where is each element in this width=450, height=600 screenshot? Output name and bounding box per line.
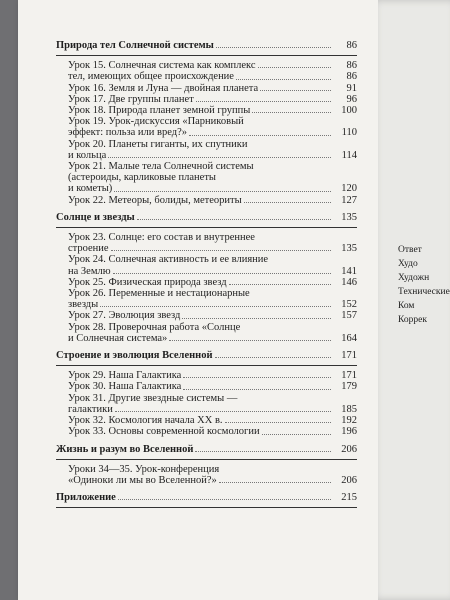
toc-section [56,444,357,455]
toc-leader-dots [196,101,331,102]
toc-page-number: 164 [341,332,357,344]
toc-leader-dots [169,340,331,341]
toc-entry-text: «Одиноки ли мы во Вселенной?» [68,474,217,486]
toc-entry-text: Урок 30. Наша Галактика [68,381,182,393]
toc-section [56,40,357,51]
toc-leader-dots [216,47,331,48]
toc-entry-text: Урок 27. Эволюция звезд [68,310,181,322]
toc-section [56,350,357,361]
toc-entry [56,183,357,194]
toc-page-number: 135 [341,211,357,223]
toc-entry [56,310,357,321]
toc-leader-dots [111,250,331,251]
toc-entry [56,426,357,437]
toc-entry-text: Урок 25. Физическая природа звезд [68,276,227,288]
toc-entry-text: Урок 15. Солнечная система как комплекс [68,60,256,72]
section-underline [56,365,357,366]
section-underline [56,227,357,228]
right-page-line: Коррек [398,315,427,325]
toc-leader-dots [182,318,331,319]
toc-entry [56,393,357,404]
toc-entry-text: галактики [68,403,113,415]
toc-entry [56,71,357,82]
toc-entry [56,288,357,299]
toc-page-number: 86 [346,60,357,72]
toc-entry-text: Урок 23. Солнце: его состав и внутреннее [68,232,255,244]
toc-leader-dots [183,377,331,378]
toc-entry-text: и Солнечная система» [68,332,168,344]
toc-page-number: 86 [346,40,357,51]
toc-leader-dots [258,67,331,68]
right-page-line: Ком [398,301,415,311]
table-of-contents [56,40,357,512]
toc-entry [56,139,357,150]
toc-entry [56,381,357,392]
toc-leader-dots [219,482,331,483]
toc-page-number: 171 [341,370,357,382]
toc-entry [56,116,357,127]
toc-entry-continuation [56,172,357,183]
toc-leader-dots [215,357,331,358]
toc-entry-text: Урок 22. Метеоры, болиды, метеориты [68,194,242,206]
right-page-line: Технические [398,287,450,297]
toc-entry [56,94,357,105]
toc-entry [56,333,357,344]
toc-section-title: Природа тел Солнечной системы [56,40,214,51]
toc-page-number: 179 [341,381,357,393]
toc-section-title: Жизнь и разум во Вселенной [56,443,194,455]
toc-entry [56,105,357,116]
toc-leader-dots [137,219,331,220]
toc-entry-text: Урок 24. Солнечная активность и ее влияние [68,254,269,266]
toc-entry-text: (астероиды, карликовые планеты [68,172,216,184]
toc-section-title: Солнце и звезды [56,211,135,223]
toc-page-number: 146 [341,276,357,288]
toc-entry [56,266,357,277]
toc-entry [56,127,357,138]
toc-entry [56,60,357,71]
toc-entry-text: тел, имеющих общее происхождение [68,71,234,83]
toc-section [56,212,357,223]
toc-page-number: 171 [341,350,357,362]
toc-leader-dots [114,191,331,192]
right-page-text [398,243,450,327]
toc-entry [56,150,357,161]
toc-entry-text: Урок 33. Основы современной космологии [68,426,260,438]
right-page-line: Худо [398,259,418,269]
toc-leader-dots [115,411,331,412]
toc-entry-text: Урок 19. Урок-дискуссия «Парниковый [68,116,244,128]
toc-leader-dots [252,112,331,113]
toc-entry-text: Урок 17. Две группы планет [68,93,194,105]
toc-entry [56,232,357,243]
toc-section [56,492,357,503]
toc-page-number: 185 [341,403,357,415]
toc-entry-text: на Землю [68,265,111,277]
toc-entry-text: Урок 16. Земля и Луна — двойная планета [68,82,259,94]
toc-entry [56,83,357,94]
toc-leader-dots [113,273,331,274]
toc-leader-dots [189,135,331,136]
toc-entry [56,161,357,172]
toc-entry-text: Урок 26. Переменные и нестационарные [68,288,250,300]
toc-page-number: 192 [341,415,357,427]
toc-entry-text: Урок 28. Проверочная работа «Солнце [68,321,241,333]
toc-leader-dots [195,451,331,452]
section-underline [56,507,357,508]
toc-page-number: 206 [341,443,357,455]
toc-page-number: 86 [346,71,357,83]
toc-entry-text: и кольца [68,149,107,161]
section-underline [56,459,357,460]
section-underline [56,55,357,56]
toc-page-number: 135 [341,243,357,255]
toc-page-number: 206 [341,474,357,486]
toc-entry-text: строение [68,243,109,255]
toc-page-number: 100 [341,105,357,117]
toc-leader-dots [108,157,331,158]
right-page-line: Художн [398,273,430,283]
toc-page-number: 96 [346,93,357,105]
toc-leader-dots [183,389,331,390]
toc-page-number: 114 [341,149,357,161]
toc-entry-text: Урок 32. Космология начала XX в. [68,415,223,427]
toc-page-number: 196 [341,426,357,438]
toc-leader-dots [118,499,331,500]
toc-entry-text: Урок 20. Планеты гиганты, их спутники [68,138,248,150]
toc-entry-text: Урок 21. Малые тела Солнечной системы [68,161,254,173]
toc-entry-text: и кометы) [68,183,113,195]
toc-leader-dots [260,90,331,91]
right-page-line: Ответ [398,245,422,255]
toc-leader-dots [244,202,331,203]
toc-entry [56,370,357,381]
toc-page-number: 127 [341,194,357,206]
toc-section-title: Строение и эволюция Вселенной [56,350,213,362]
toc-entry [56,322,357,333]
toc-entry [56,195,357,206]
toc-leader-dots [262,434,331,435]
toc-leader-dots [229,284,331,285]
toc-entry-text: Урок 18. Природа планет земной группы [68,105,251,117]
toc-entry [56,475,357,486]
toc-page-number: 110 [341,127,357,139]
toc-page-number: 141 [341,265,357,277]
toc-leader-dots [236,79,331,80]
toc-page-number: 120 [341,183,357,195]
toc-page-number: 215 [341,492,357,504]
toc-leader-dots [100,306,331,307]
toc-entry [56,277,357,288]
toc-section-title: Приложение [56,492,116,504]
toc-page-number: 91 [346,82,357,94]
toc-entry [56,404,357,415]
toc-page-number: 157 [341,310,357,322]
toc-entry [56,243,357,254]
toc-entry [56,254,357,265]
toc-entry-text: эффект: польза или вред?» [68,127,188,139]
toc-entry-text: Урок 29. Наша Галактика [68,370,182,382]
toc-page-number: 152 [341,299,357,311]
toc-entry [56,299,357,310]
toc-entry-text: звезды [68,299,99,311]
toc-entry-text: Урок 31. Другие звездные системы — [68,392,238,404]
toc-entry [56,415,357,426]
toc-leader-dots [225,422,331,423]
toc-entry-text: Уроки 34—35. Урок-конференция [68,463,220,475]
toc-entry [56,464,357,475]
